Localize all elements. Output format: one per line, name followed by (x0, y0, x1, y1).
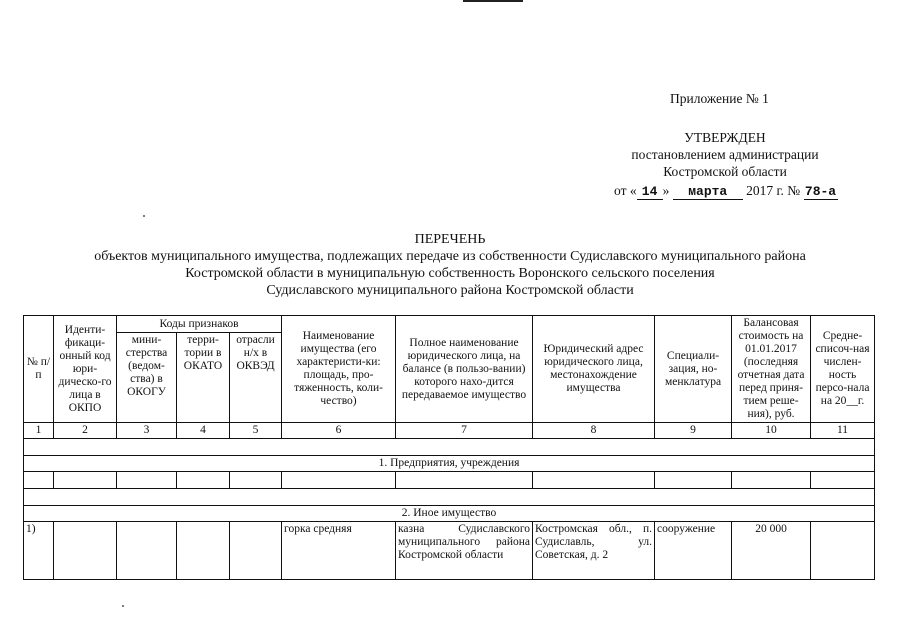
row-id-code (54, 522, 117, 580)
table-row (24, 522, 875, 580)
column-number: 1 (24, 423, 54, 439)
scan-speck (143, 215, 145, 217)
column-number: 5 (230, 423, 282, 439)
row-property-name: горка средняя (282, 522, 396, 580)
blank-row (24, 489, 875, 506)
approval-block (610, 129, 840, 180)
row-num: 1) (24, 522, 54, 580)
empty-cell (396, 472, 533, 489)
blank-row (24, 439, 875, 456)
header-property-name: Наименование имущества (его характеристи-ки: площадь, про-тяженность, коли-чество) (282, 316, 396, 423)
section-row-1 (24, 456, 875, 472)
date-month: марта (673, 185, 743, 200)
column-number: 10 (732, 423, 811, 439)
row-legal-address: Костромская обл., п. Судиславль, ул. Советская, д. 2 (533, 522, 655, 580)
header-num: № п/п (24, 316, 54, 423)
date-prefix: от « (614, 183, 637, 198)
section-row-2 (24, 506, 875, 522)
section-2-title: 2. Иное имущество (24, 506, 875, 522)
document-number: 78-а (804, 184, 837, 199)
column-number: 4 (177, 423, 230, 439)
title-line1: объектов муниципального имущества, подлежащих передаче из собственности Судиславского муниципального района (94, 249, 806, 264)
row-okogu (117, 522, 177, 580)
appendix-label: Приложение № 1 (670, 91, 769, 106)
date-quote-close: » (662, 183, 670, 198)
title-line2: Костромской области в муниципальную собственность Воронского сельского поселения (185, 266, 715, 281)
column-number: 7 (396, 423, 533, 439)
header-balance-value: Балансовая стоимость на 01.01.2017 (последняя отчетная дата перед приня-тием реше-ния), руб. (732, 316, 811, 423)
row-specialization: сооружение (655, 522, 732, 580)
blank-cell (24, 489, 875, 506)
empty-cell (177, 472, 230, 489)
row-okato (177, 522, 230, 580)
empty-cell (811, 472, 875, 489)
empty-cell (54, 472, 117, 489)
row-legal-name: казна Судиславского муниципального района Костромской области (396, 522, 533, 580)
section-1-title: 1. Предприятия, учреждения (24, 456, 875, 472)
header-row-1 (24, 316, 875, 333)
date-year: 2017 г. № (746, 183, 801, 198)
empty-cell (282, 472, 396, 489)
date-day: 14 (637, 185, 663, 200)
title-line3: Судиславского муниципального района Костромской области (266, 283, 634, 298)
header-legal-name: Полное наименование юридического лица, на балансе (в пользо-вании) которого нахо-дится передаваемое имущество (396, 316, 533, 423)
approved-by-line2: Костромской области (663, 164, 787, 179)
document-title (40, 231, 860, 299)
header-okogu: мини-стерства (ведом-ства) в ОКОГУ (117, 333, 177, 423)
empty-cell (732, 472, 811, 489)
top-edge-line (463, 0, 523, 2)
approved-label: УТВЕРЖДЕН (684, 130, 766, 145)
empty-cell (533, 472, 655, 489)
row-okved (230, 522, 282, 580)
approved-by-line1: постановлением администрации (631, 147, 819, 162)
title-heading: ПЕРЕЧЕНЬ (414, 232, 486, 247)
header-legal-address: Юридический адрес юридического лица, местонахождение имущества (533, 316, 655, 423)
header-okato: терри-тории в ОКАТО (177, 333, 230, 423)
header-codes-group: Коды признаков (117, 316, 282, 333)
empty-cell (230, 472, 282, 489)
empty-cell (24, 472, 54, 489)
column-number: 6 (282, 423, 396, 439)
header-specialization: Специали-зация, но-менклатура (655, 316, 732, 423)
empty-cell (655, 472, 732, 489)
approval-date-line (614, 182, 838, 200)
empty-cell (117, 472, 177, 489)
property-table (23, 315, 875, 580)
blank-cell (24, 439, 875, 456)
scan-speck (122, 605, 124, 607)
column-number: 3 (117, 423, 177, 439)
header-id-code: Иденти-фикаци-онный код юри-дическо-го лица в ОКПО (54, 316, 117, 423)
column-number-row (24, 423, 875, 439)
row-balance-value: 20 000 (732, 522, 811, 580)
row-headcount (811, 522, 875, 580)
section-1-empty-row (24, 472, 875, 489)
column-number: 11 (811, 423, 875, 439)
header-okved: отрасли н/х в ОКВЭД (230, 333, 282, 423)
header-headcount: Средне-списоч-ная числен-ность персо-нала на 20__г. (811, 316, 875, 423)
column-number: 2 (54, 423, 117, 439)
column-number: 9 (655, 423, 732, 439)
column-number: 8 (533, 423, 655, 439)
